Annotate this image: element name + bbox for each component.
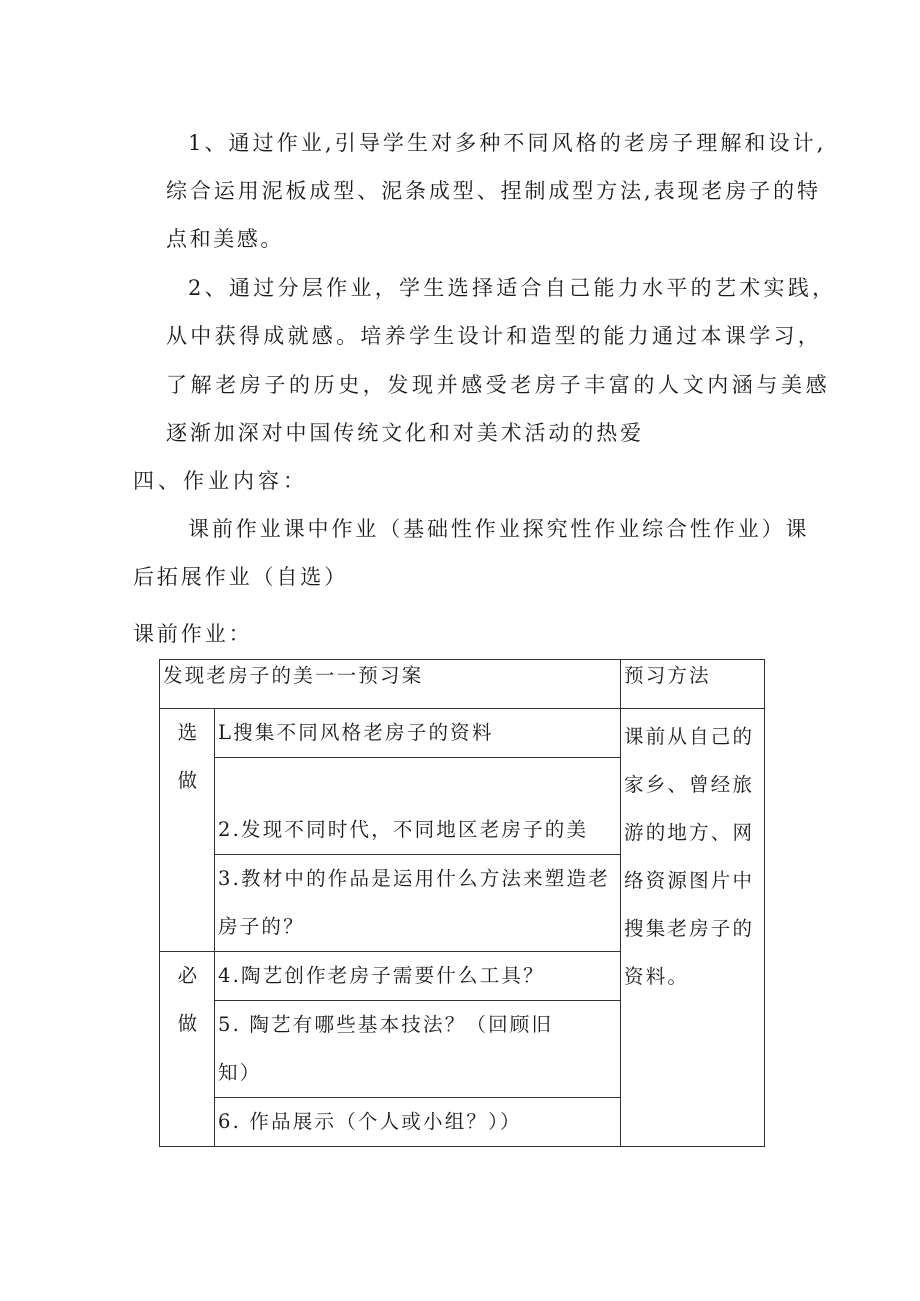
paragraph-line-7: 逐渐加深对中国传统文化和对美术活动的热爱: [166, 421, 644, 445]
paragraph-line-5: 从中获得成就感。培养学生设计和造型的能力通过本课学习，: [166, 324, 823, 348]
group-optional-cell: [160, 709, 215, 952]
item-cell: 2.发现不同时代，不同地区老房子的美: [215, 758, 621, 855]
item-cell: L搜集不同风格老房子的资料: [215, 709, 621, 758]
group-label-1: 必: [177, 964, 200, 987]
paragraph-line-4: 2、通过分层作业，学生选择适合自己能力水平的艺术实践，: [188, 276, 837, 300]
paragraph-line-2: 综合运用泥板成型、泥条成型、捏制成型方法,表现老房子的特: [166, 179, 821, 203]
table-title-cell: 发现老房子的美一一预习案: [160, 660, 621, 709]
item-cell: 4.陶艺创作老房子需要什么工具？: [215, 952, 621, 1001]
method-header-cell: 预习方法: [621, 660, 765, 709]
paragraph-line-3: 点和美感。: [166, 227, 284, 251]
section-heading: 四、作业内容：: [133, 469, 308, 493]
paragraph-line-6: 了解老房子的历史，发现并感受老房子丰富的人文内涵与美感: [166, 373, 831, 397]
item-cell: 6. 作品展示（个人或小组？））: [215, 1098, 621, 1147]
paragraph-line-10: 后拓展作业（自选）: [133, 565, 349, 589]
table-row: [160, 709, 765, 758]
paragraph-line-9: 课前作业课中作业（基础性作业探究性作业综合性作业）课: [188, 517, 810, 541]
table-header-row: [160, 660, 765, 709]
method-cell: 课前从自己的家乡、曾经旅游的地方、网络资源图片中搜集老房子的资料。: [621, 709, 765, 1147]
group-label-2: 做: [177, 1012, 200, 1035]
preview-table: [159, 659, 765, 1147]
group-label-2: 做: [177, 769, 200, 792]
group-required-cell: [160, 952, 215, 1147]
group-label-1: 选: [177, 721, 200, 744]
item-cell: 3.教材中的作品是运用什么方法来塑造老房子的？: [215, 855, 621, 952]
item-cell: 5. 陶艺有哪些基本技法？（回顾旧知）: [215, 1001, 621, 1098]
subsection-label: 课前作业：: [133, 622, 253, 646]
paragraph-line-1: 1、通过作业,引导学生对多种不同风格的老房子理解和设计,: [188, 131, 827, 155]
